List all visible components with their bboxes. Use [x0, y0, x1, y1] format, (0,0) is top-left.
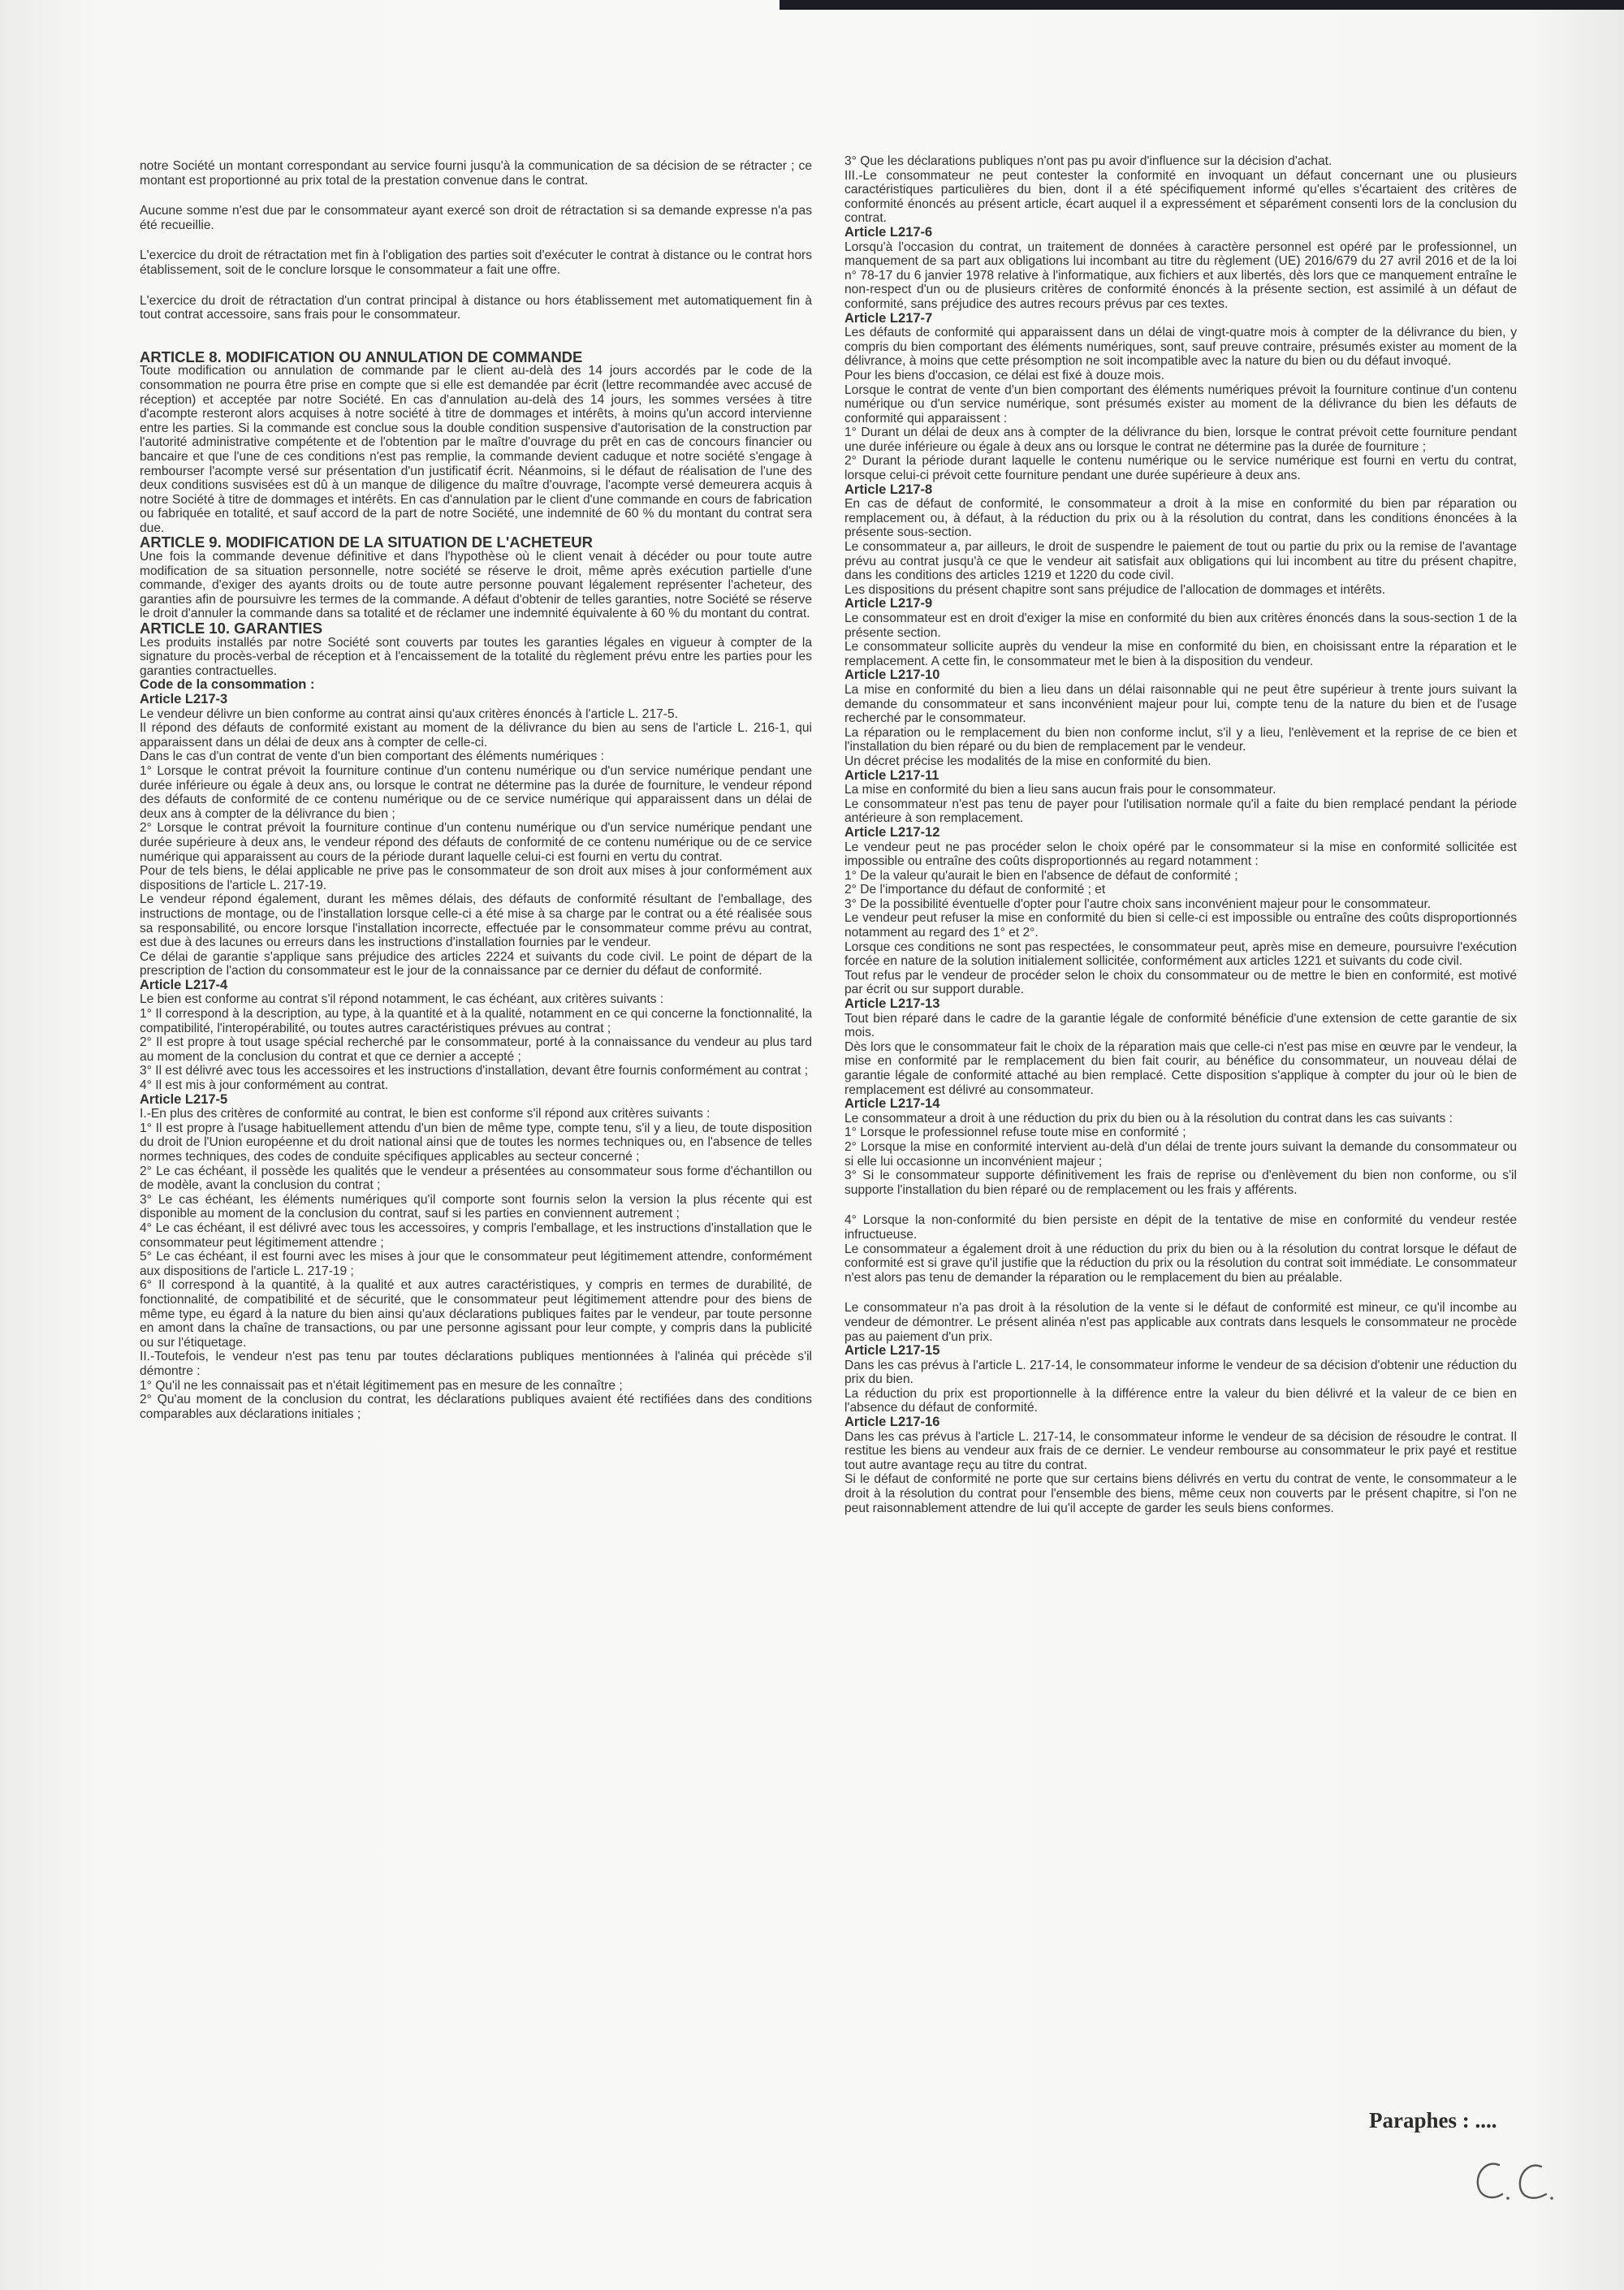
paragraph: 3° Il est délivré avec tous les accessoires et les instructions d'installation, devant être fournis conformément au contrat ;	[140, 1064, 809, 1078]
article-l217-4-heading: Article L217-4	[140, 977, 228, 992]
paragraph: 1° Durant un délai de deux ans à compter de la délivrance du bien, lorsque le contrat prévoit cette fourniture pendant une durée inférieure ou égale à deux ans ou lorsque le contrat ne détermine pas la durée de fourniture ;	[844, 426, 1517, 454]
article-l217-7-heading: Article L217-7	[844, 310, 933, 326]
article-l217-14-heading: Article L217-14	[844, 1096, 940, 1112]
scan-edge	[780, 0, 1624, 10]
paragraph: Le consommateur sollicite auprès du vendeur la mise en conformité du bien, en choisissant entre la réparation et le remplacement. A cette fin, le consommateur met le bien à la disposition du vendeur.	[844, 640, 1517, 668]
article-8-heading: ARTICLE 8. MODIFICATION OU ANNULATION DE COMMANDE	[140, 348, 583, 365]
paragraph: Tout refus par le vendeur de procéder selon le choix du consommateur ou de mettre le bien en conformité, est motivé par écrit ou sur support durable.	[844, 968, 1517, 997]
right-column	[844, 154, 1517, 1515]
paragraph: 4° Le cas échéant, il est délivré avec tous les accessoires, y compris l'emballage, et les instructions d'installation que le consommateur peut légitimement attendre ;	[140, 1221, 812, 1250]
paragraph: Si le défaut de conformité ne porte que sur certains biens délivrés en vertu du contrat de vente, le consommateur a le droit à la résolution du contrat pour l'ensemble des biens, même ceux non couverts par le présent chapitre, si l'on ne peut raisonnablement attendre de lui qu'il accepte de garder les seuls biens conformes.	[844, 1472, 1517, 1515]
paragraph: Dans le cas d'un contrat de vente d'un bien comportant des éléments numériques :	[140, 750, 604, 764]
paragraph: Pour les biens d'occasion, ce délai est fixé à douze mois.	[844, 368, 1164, 382]
paragraph: Le consommateur a droit à une réduction du prix du bien ou à la résolution du contrat dans les cas suivants :	[844, 1111, 1453, 1126]
paragraph: L'exercice du droit de rétractation d'un contrat principal à distance ou hors établissement met automatiquement fin à tout contrat accessoire, sans frais pour le consommateur.	[140, 293, 812, 322]
paragraph: Pour de tels biens, le délai applicable ne prive pas le consommateur de son droit aux mises à jour conformément aux dispositions de l'article L. 217-19.	[140, 864, 812, 892]
paragraph: 1° Il est propre à l'usage habituellement attendu d'un bien de même type, compte tenu, s'il y a lieu, de toute disposition du droit de l'Union européenne et du droit national ainsi que de toutes les normes techniques ou, en l'absence de telles normes techniques, des codes de conduite spécifiques applicables au secteur concerné ;	[140, 1121, 812, 1164]
code-consommation-heading: Code de la consommation :	[140, 677, 315, 693]
paragraph: Le consommateur a également droit à une réduction du prix du bien ou à la résolution du contrat lorsque le défaut de conformité est si grave qu'il justifie que la réduction du prix ou la résolution du contrat soit immédiate. Le consommateur n'est alors pas tenu de demander la réparation ou le remplacement du bien au préalable.	[844, 1242, 1517, 1285]
paragraph: 1° Il correspond à la description, au type, à la quantité et à la qualité, notamment en ce qui concerne la fonctionnalité, la compatibilité, l'interopérabilité, ou toutes autres caractéristiques prévues au contrat ;	[140, 1007, 812, 1035]
article-l217-3-heading: Article L217-3	[140, 692, 228, 706]
paragraph: Le vendeur peut refuser la mise en conformité du bien si celle-ci est impossible ou entraîne des coûts disproportionnés notamment au regard des 1° et 2°.	[844, 911, 1517, 940]
paragraph: La mise en conformité du bien a lieu dans un délai raisonnable qui ne peut être supérieur à trente jours suivant la demande du consommateur et sans inconvénient majeur pour lui, compte tenu de la nature du bien et de l'usage recherché par le consommateur.	[844, 682, 1517, 726]
paragraph: Tout bien réparé dans le cadre de la garantie légale de conformité bénéficie d'une extension de cette garantie de six mois.	[844, 1011, 1517, 1040]
paragraph: Lorsque ces conditions ne sont pas respectées, le consommateur peut, après mise en demeure, poursuivre l'exécution forcée en nature de la solution initialement sollicitée, conformément aux articles 1221 et suivants du code civil.	[844, 940, 1517, 969]
paragraph: 3° Que les déclarations publiques n'ont pas pu avoir d'influence sur la décision d'achat.	[844, 154, 1332, 168]
paragraph: notre Société un montant correspondant au service fourni jusqu'à la communication de sa décision de se rétracter ; ce montant est proportionné au prix total de la prestation convenue dans le contrat.	[140, 159, 812, 188]
paragraph: 2° De l'importance du défaut de conformité ; et	[844, 883, 1106, 897]
article-10-heading: ARTICLE 10. GARANTIES	[140, 620, 323, 637]
paragraph: Les défauts de conformité qui apparaissent dans un délai de vingt-quatre mois à compter de la délivrance du bien, y compris du bien comportant des éléments numériques, sont, sauf preuve contraire, présumés exister au moment de la délivrance, à moins que cette présomption ne soit incompatible avec la nature du bien ou du défaut invoqué.	[844, 326, 1517, 369]
paragraph: 1° Qu'il ne les connaissait pas et n'était légitimement pas en mesure de les connaître ;	[140, 1378, 623, 1393]
paragraph: Le bien est conforme au contrat s'il répond notamment, le cas échéant, aux critères suivants :	[140, 992, 664, 1007]
paragraph: En cas de défaut de conformité, le consommateur a droit à la mise en conformité du bien par réparation ou remplacement ou, à défaut, à la réduction du prix ou à la résolution du contrat, dans les conditions énoncées à la présente sous-section.	[844, 497, 1517, 540]
article-l217-5-heading: Article L217-5	[140, 1091, 228, 1107]
article-l217-13-heading: Article L217-13	[844, 996, 940, 1012]
paragraph: Le vendeur peut ne pas procéder selon le choix opéré par le consommateur si la mise en conformité sollicitée est impossible ou entraîne des coûts disproportionnés au regard notamment :	[844, 840, 1517, 869]
paragraph: La réparation ou le remplacement du bien non conforme inclut, s'il y a lieu, l'enlèvement et la reprise de ce bien et l'installation du bien réparé ou du bien de remplacement par le vendeur.	[844, 725, 1517, 754]
paragraph: Dans les cas prévus à l'article L. 217-14, le consommateur informe le vendeur de sa décision de résoudre le contrat. Il restitue les biens au vendeur aux frais de ce dernier. Le vendeur rembourse au consommateur le prix payé et restitue tout autre avantage reçu au titre du contrat.	[844, 1429, 1517, 1472]
paragraph: III.-Le consommateur ne peut contester la conformité en invoquant un défaut concernant une ou plusieurs caractéristiques particulières du bien, dont il a été spécifiquement informé qu'elles s'écartaient des critères de conformité énoncés au présent article, écart auquel il a expressément et séparément consenti lors de la conclusion du contrat.	[844, 168, 1517, 226]
paragraph: La mise en conformité du bien a lieu sans aucun frais pour le consommateur.	[844, 783, 1276, 797]
paragraph: 2° Il est propre à tout usage spécial recherché par le consommateur, porté à la connaissance du vendeur au plus tard au moment de la conclusion du contrat et que ce dernier a accepté ;	[140, 1035, 812, 1064]
paragraph: Le consommateur a, par ailleurs, le droit de suspendre le paiement de tout ou partie du prix ou la remise de l'avantage prévu au contrat jusqu'à ce que le vendeur ait satisfait aux obligations qui lui incombent au titre du présent chapitre, dans les conditions des articles 1219 et 1220 du code civil.	[844, 540, 1517, 583]
paragraph: II.-Toutefois, le vendeur n'est pas tenu par toutes déclarations publiques mentionnées à l'alinéa qui précède s'il démontre :	[140, 1350, 812, 1378]
article-9-text: Une fois la commande devenue définitive et dans l'hypothèse où le client venait à décéder ou pour toute autre modification de sa situation personnelle, notre société se réserve le droit, même après exécution partielle d'une commande, d'exiger des ayants droits ou de toute autre personne pouvant légalement représenter l'acheteur, des garanties afin de poursuivre les termes de la commande. A défaut d'obtenir de telles garanties, notre Société se réserve le droit d'annuler la commande dans sa totalité et de réclamer une indemnité équivalente à 60 % du montant du contrat.	[140, 550, 812, 621]
paragraph: 1° Lorsque le professionnel refuse toute mise en conformité ;	[844, 1126, 1186, 1140]
paragraph: Lorsqu'à l'occasion du contrat, un traitement de données à caractère personnel est opéré par le professionnel, un manquement de sa part aux obligations lui incombant au titre du règlement (UE) 2016/679 du 27 avril 2016 et de la loi n° 78-17 du 6 janvier 1978 relative à l'informatique, aux fichiers et aux libertés, dès lors que ce manquement entraîne le non-respect d'un ou de plusieurs critères de conformité énoncés à la présente section, est assimilé à un défaut de conformité, sans préjudice des autres recours prévus par ces textes.	[844, 240, 1517, 311]
paragraph: 2° Durant la période durant laquelle le contenu numérique ou le service numérique est fourni en vertu du contrat, lorsque celui-ci prévoit cette fourniture pendant une durée supérieure à deux ans.	[844, 454, 1517, 483]
article-l217-10-heading: Article L217-10	[844, 668, 940, 683]
paragraph: 3° Le cas échéant, les éléments numériques qu'il comporte sont fournis selon la version la plus récente qui est disponible au moment de la conclusion du contrat, sauf si les parties en conviennent autrement ;	[140, 1192, 812, 1221]
paragraph: 1° De la valeur qu'aurait le bien en l'absence de défaut de conformité ;	[844, 868, 1238, 883]
paragraph: Aucune somme n'est due par le consommateur ayant exercé son droit de rétractation si sa demande expresse n'a pas été recueillie.	[140, 204, 812, 232]
paragraph: 3° De la possibilité éventuelle d'opter pour l'autre choix sans inconvénient majeur pour le consommateur.	[844, 897, 1432, 911]
paragraph: L'exercice du droit de rétractation met fin à l'obligation des parties soit d'exécuter le contrat à distance ou le contrat hors établissement, soit de le conclure lorsque le consommateur a fait une offre.	[140, 248, 812, 277]
article-l217-12-heading: Article L217-12	[844, 824, 940, 840]
paragraph: Le consommateur n'a pas droit à la résolution de la vente si le défaut de conformité est mineur, ce qu'il incombe au vendeur de démontrer. Le présent alinéa n'est pas applicable aux contrats dans lesquels le consommateur ne procède pas au paiement d'un prix.	[844, 1301, 1517, 1344]
left-column	[140, 159, 812, 1421]
article-8-text: Toute modification ou annulation de commande par le client au-delà des 14 jours accordés par le code de la consommation ne pourra être prise en compte que si elle est demandée par écrit (lettre recommandée avec accusé de réception) et acceptée par notre Société. En cas d'annulation au-delà des 14 jours, les sommes versées à titre d'acompte resteront alors acquises à notre société à titre de dommages et intérêts, à moins qu'un accord intervienne entre les parties. Si la commande est conclue sous la double condition suspensive d'autorisation de la construction par l'autorité administrative compétente et de l'obtention par le maître d'ouvrage du prêt en cas de concours financier ou bancaire et que l'une de ces conditions n'est pas remplie, la commande devient caduque et notre société s'engage à rembourser l'acompte versé sur présentation d'un justificatif écrit. Néanmoins, si le défaut de réalisation de l'une des deux conditions susvisées est dû à un manque de diligence du maître d'ouvrage, l'acompte versé demeurera acquis à notre Société à titre de dommages et intérêts. En cas d'annulation par le client d'une commande en cours de fabrication ou fabriquée en totalité, et sauf accord de la part de notre Société, une indemnité de 60 % du montant du contrat sera due.	[140, 364, 812, 535]
paragraph: La réduction du prix est proportionnelle à la différence entre la valeur du bien délivré et la valeur de ce bien en l'absence du défaut de conformité.	[844, 1386, 1517, 1415]
paragraph: 4° Lorsque la non-conformité du bien persiste en dépit de la tentative de mise en conformité du vendeur restée infructueuse.	[844, 1213, 1517, 1242]
article-l217-11-heading: Article L217-11	[844, 767, 939, 783]
paragraph: Un décret précise les modalités de la mise en conformité du bien.	[844, 754, 1212, 768]
paragraph: 1° Lorsque le contrat prévoit la fourniture continue d'un contenu numérique ou d'un service numérique pendant une durée inférieure ou égale à deux ans, ou lorsque le contrat ne détermine pas la durée de fourniture, le vendeur répond des défauts de conformité de ce contenu numérique ou de ce service numérique qui apparaissent dans un délai de deux ans à compter de la délivrance du bien ;	[140, 763, 812, 821]
article-l217-15-heading: Article L217-15	[844, 1343, 940, 1359]
paragraph: Le vendeur délivre un bien conforme au contrat ainsi qu'aux critères énoncés à l'article L. 217-5.	[140, 706, 679, 721]
paragraph: 2° Lorsque le contrat prévoit la fourniture continue d'un contenu numérique ou d'un service numérique pendant une durée supérieure à deux ans, le vendeur répond des défauts de conformité de ce contenu numérique ou de ce service numérique qui apparaissent au cours de la période durant laquelle celui-ci est fourni en vertu du contrat.	[140, 821, 812, 864]
article-l217-9-heading: Article L217-9	[844, 596, 933, 611]
paragraph: Le consommateur est en droit d'exiger la mise en conformité du bien aux critères énoncés dans la sous-section 1 de la présente section.	[844, 611, 1517, 640]
article-l217-16-heading: Article L217-16	[844, 1415, 940, 1430]
paraphes-label: Paraphes : ....	[1369, 2108, 1497, 2132]
paragraph: Lorsque le contrat de vente d'un bien comportant des éléments numériques prévoit la fourniture continue d'un contenu numérique ou d'un service numérique, sont présumés exister au moment de la délivrance du bien les défauts de conformité qui apparaissent :	[844, 382, 1517, 426]
handwritten-initials	[1471, 2154, 1561, 2207]
paragraph: Il répond des défauts de conformité existant au moment de la délivrance du bien au sens de l'article L. 216-1, qui apparaissent dans un délai de deux ans à compter de celle-ci.	[140, 721, 812, 750]
paragraph: Le consommateur n'est pas tenu de payer pour l'utilisation normale qu'il a faite du bien remplacé pendant la période antérieure à son remplacement.	[844, 797, 1517, 826]
paragraph: 2° Le cas échéant, il possède les qualités que le vendeur a présentées au consommateur sous forme d'échantillon ou de modèle, avant la conclusion du contrat ;	[140, 1164, 812, 1193]
paragraph: I.-En plus des critères de conformité au contrat, le bien est conforme s'il répond aux critères suivants :	[140, 1107, 710, 1121]
article-l217-8-heading: Article L217-8	[844, 482, 933, 497]
paragraph: 2° Qu'au moment de la conclusion du contrat, les déclarations publiques avaient été rectifiées dans des conditions comparables aux déclarations initiales ;	[140, 1393, 812, 1421]
paragraph: 6° Il correspond à la quantité, à la qualité et aux autres caractéristiques, y compris en termes de durabilité, de fonctionnalité, de compatibilité et de sécurité, que le consommateur peut légitimement attendre pour des biens de même type, eu égard à la nature du bien ainsi qu'aux déclarations publiques faites par le vendeur, par toute personne en amont dans la chaîne de transactions, ou par une personne agissant pour leur compte, y compris dans la publicité ou sur l'étiquetage.	[140, 1278, 812, 1350]
paragraph: 2° Lorsque la mise en conformité intervient au-delà d'un délai de trente jours suivant la demande du consommateur ou si elle lui occasionne un inconvénient majeur ;	[844, 1139, 1517, 1169]
article-l217-6-heading: Article L217-6	[844, 224, 933, 240]
article-10-text: Les produits installés par notre Société sont couverts par toutes les garanties légales en vigueur à compter de la signature du procès-verbal de réception et à l'encaissement de la totalité du règlement prévu entre les parties pour les garanties contractuelles.	[140, 635, 812, 678]
paragraph: Les dispositions du présent chapitre sont sans préjudice de l'allocation de dommages et intérêts.	[844, 582, 1386, 597]
paragraph: 4° Il est mis à jour conformément au contrat.	[140, 1078, 389, 1093]
paragraph: Ce délai de garantie s'applique sans préjudice des articles 2224 et suivants du code civil. Le point de départ de la prescription de l'action du consommateur est le jour de la connaissance par ce dernier du défaut de conformité.	[140, 949, 812, 979]
paragraph: Dès lors que le consommateur fait le choix de la réparation mais que celle-ci n'est pas mise en œuvre par le vendeur, la mise en conformité par le remplacement du bien fait courir, au bénéfice du consommateur, un nouveau délai de garantie légale de conformité attaché au bien remplacé. Cette disposition s'applique à compter du jour où le bien de remplacement est délivré au consommateur.	[844, 1039, 1517, 1097]
article-9-heading: ARTICLE 9. MODIFICATION DE LA SITUATION DE L'ACHETEUR	[140, 534, 594, 551]
paragraph: Dans les cas prévus à l'article L. 217-14, le consommateur informe le vendeur de sa décision d'obtenir une réduction du prix du bien.	[844, 1358, 1517, 1387]
paragraph: Le vendeur répond également, durant les mêmes délais, des défauts de conformité résultant de l'emballage, des instructions de montage, ou de l'installation lorsque celle-ci a été mise à sa charge par le contrat ou a été réalisée sous sa responsabilité, ou encore lorsque l'installation incorrecte, effectuée par le consommateur comme prévu au contrat, est due à des lacunes ou erreurs dans les instructions d'installation fournies par le vendeur.	[140, 892, 812, 950]
paragraph: 3° Si le consommateur supporte définitivement les frais de reprise ou d'enlèvement du bien non conforme, ou s'il supporte l'installation du bien réparé ou de remplacement ou les frais y afférents.	[844, 1169, 1517, 1197]
paragraph: 5° Le cas échéant, il est fourni avec les mises à jour que le consommateur peut légitimement attendre, conformément aux dispositions de l'article L. 217-19 ;	[140, 1250, 812, 1278]
